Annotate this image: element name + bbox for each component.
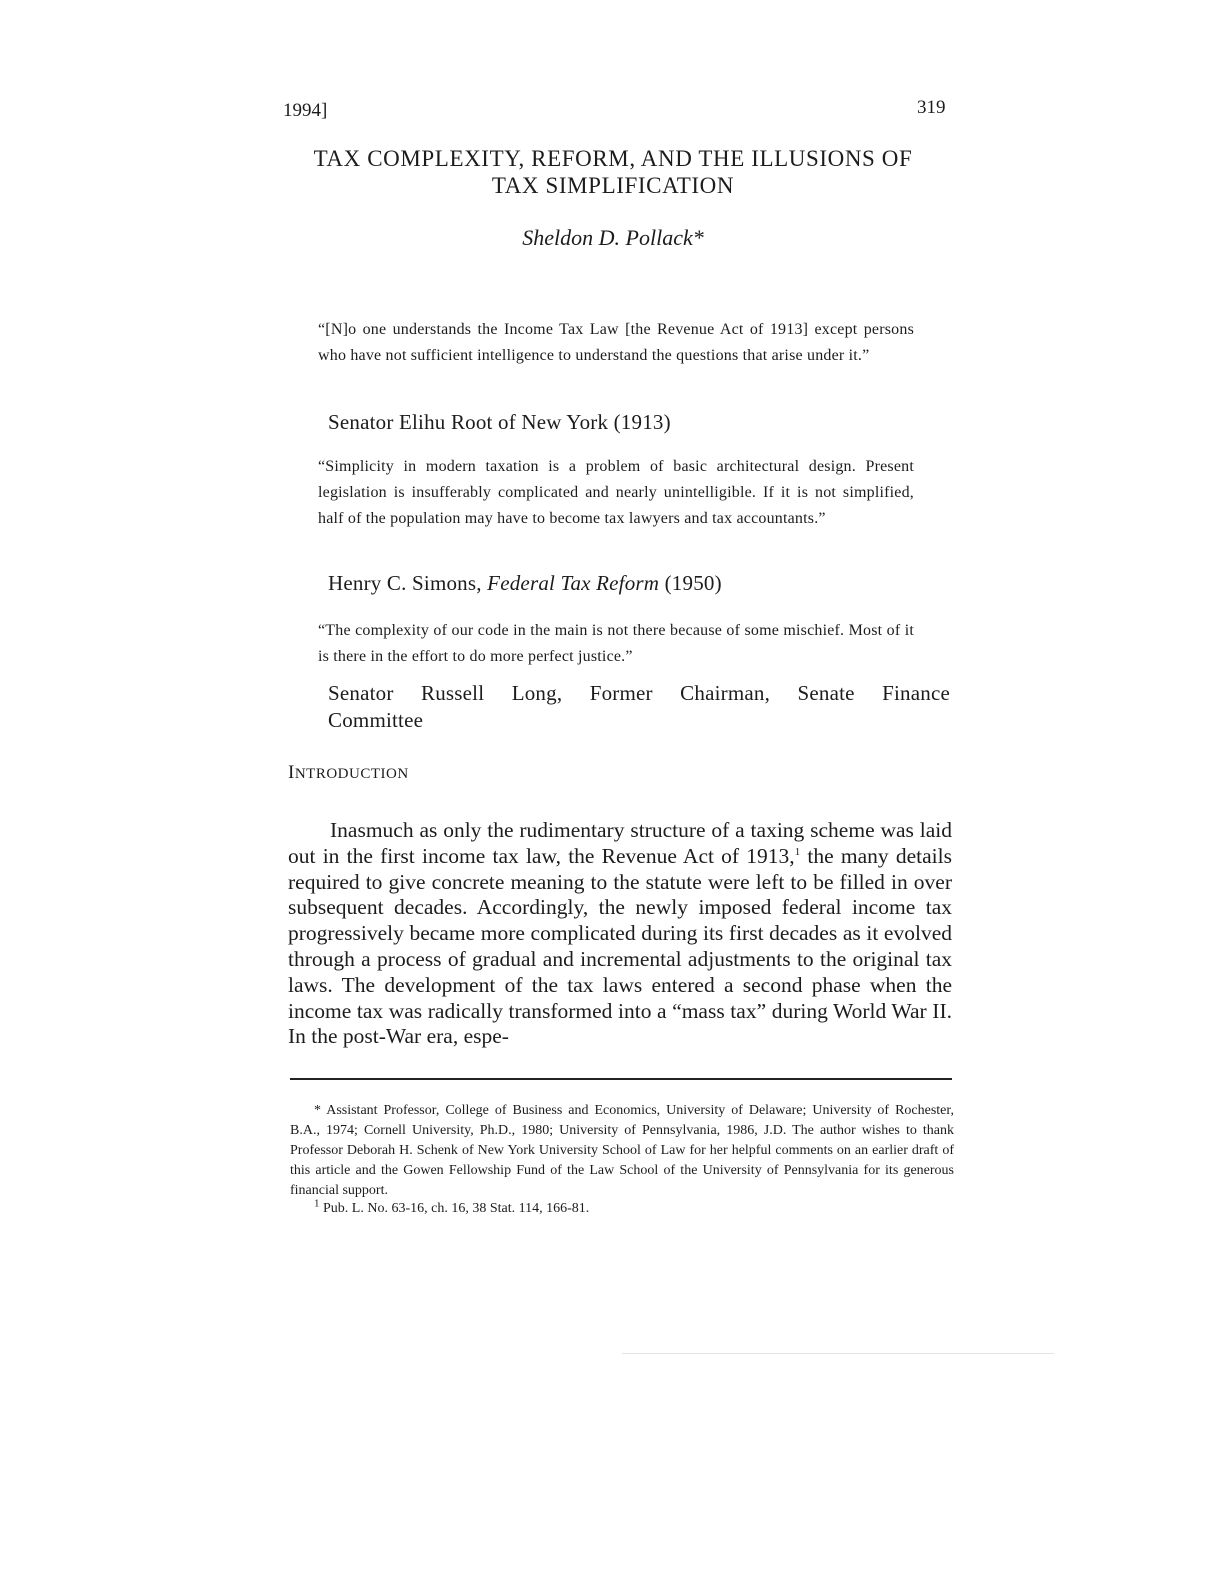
body-text-part-1: Inasmuch as only the rudimentary structure of a taxing scheme was laid out in the first income tax law, the Revenue Act of 1913, (288, 818, 952, 868)
article-title-line-2: TAX SIMPLIFICATION (491, 173, 735, 198)
attribution-work-title: Federal Tax Reform (487, 571, 660, 595)
attribution-word: Long, (511, 681, 563, 705)
running-header-year: 1994] (283, 100, 328, 121)
epigraph-quote-3: “The complexity of our code in the main is not there because of some mischief. Most of it is there in the effort to do more perfect justice.” (318, 622, 914, 665)
epigraph-quote-1: “[N]o one understands the Income Tax Law [the Revenue Act of 1913] except persons who have not sufficient intelligence to understand the questions that arise under it.” (318, 321, 914, 364)
epigraph-quote-2: “Simplicity in modern taxation is a problem of basic architectural design. Present legislation is insufferably complicated and nearly unintelligible. If it is not simplified, half of the population may have to become tax lawyers and tax accountants.” (318, 458, 914, 527)
section-heading-rest: NTRODUCTION (294, 766, 409, 782)
attribution-word: Former (589, 681, 653, 705)
footnote-mark: 1 (314, 1197, 320, 1210)
section-heading (288, 762, 409, 784)
section-heading-initial: I (288, 762, 295, 783)
attribution-year: (1950) (659, 571, 722, 595)
scan-artifact-line (622, 1353, 1054, 1354)
attribution-word: Chairman, (680, 681, 771, 705)
footnote-text: Pub. L. No. 63-16, ch. 16, 38 Stat. 114, 166-81. (319, 1201, 590, 1216)
attribution-word: Senate (797, 681, 855, 705)
footnote-divider (290, 1078, 952, 1080)
epigraph-attribution-2 (328, 571, 722, 596)
author-name: Sheldon D. Pollack* (522, 225, 704, 250)
footnote-reference: 1 (794, 845, 801, 858)
attribution-line-2: Committee (328, 708, 424, 732)
attribution-line-1 (328, 680, 950, 707)
article-title-line-1: TAX COMPLEXITY, REFORM, AND THE ILLUSIONS OF (313, 146, 913, 171)
footnote-mark: * (314, 1103, 321, 1118)
footnote-1 (290, 1199, 954, 1219)
page-number: 319 (917, 97, 946, 118)
epigraph-attribution-3 (328, 680, 950, 734)
body-text-part-2: the many details required to give concrete meaning to the statute were left to be filled in over subsequent decades. Accordingly, the newly imposed federal income tax progressively became more complicated during its first decades as it evolved through a process of gradual and incremental adjustments to the original tax laws. The development of the tax laws entered a second phase when the income tax was radically transformed into a “mass tax” during World War II. In the post-War era, espe- (288, 843, 952, 1049)
footnote-text: Assistant Professor, College of Business and Economics, University of Delaware; University of Rochester, B.A., 1974; Cornell University, Ph.D., 1980; University of Pennsylvania, 1986, J.D. The author wishes to thank Professor Deborah H. Schenk of New York University School of Law for her helpful comments on an earlier draft of this article and the Gowen Fellowship Fund of the Law School of the University of Pennsylvania for its generous financial support. (290, 1103, 954, 1198)
attribution-author: Henry C. Simons, (328, 571, 488, 595)
body-paragraph (288, 818, 952, 1050)
epigraph-attribution-1: Senator Elihu Root of New York (1913) (328, 410, 671, 434)
attribution-word: Finance (882, 681, 950, 705)
attribution-word: Russell (421, 681, 485, 705)
attribution-word: Senator (328, 681, 394, 705)
footnote-author (290, 1101, 954, 1201)
